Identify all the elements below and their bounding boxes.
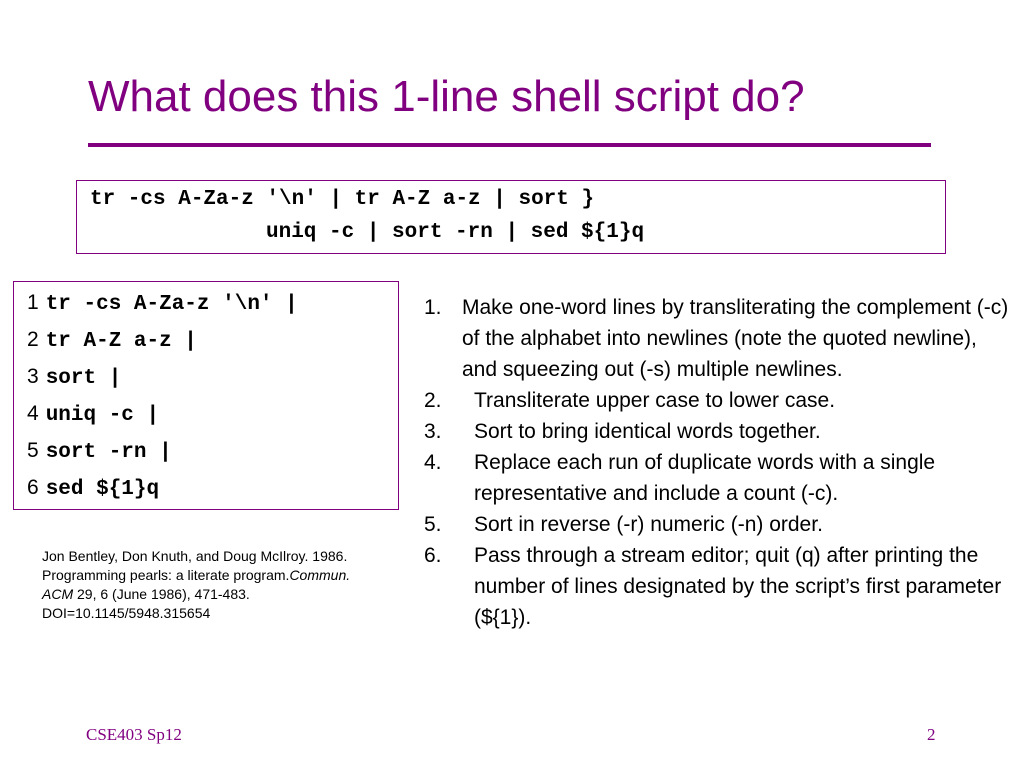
list-item-text: Transliterate upper case to lower case.: [474, 389, 836, 412]
step-number: 1: [27, 291, 39, 314]
list-item: [424, 540, 1014, 633]
footer-course-label: CSE403 Sp12: [86, 725, 182, 744]
list-item-text: Make one-word lines by transliterating the complement (-c) of the alphabet into newlines (note the quoted newline), and squeezing out (-s) multiple newlines.: [462, 296, 1009, 381]
list-item: [424, 416, 1014, 447]
step-number: 4: [27, 402, 39, 425]
title-divider: [88, 143, 931, 147]
list-item: [424, 447, 1014, 509]
pipeline-step: [27, 476, 159, 513]
citation-text: Jon Bentley, Don Knuth, and Doug McIlroy. 1986. Programming pearls: a literate program.: [42, 548, 348, 583]
step-command: uniq -c |: [45, 404, 160, 427]
pipeline-step: [27, 328, 197, 365]
step-command: tr -cs A-Za-z '\n' |: [45, 293, 298, 316]
pipeline-step: [27, 365, 121, 402]
list-item-number: 1.: [424, 296, 442, 319]
step-command: sort -rn |: [45, 441, 172, 464]
explanation-list: [424, 292, 1014, 633]
step-number: 2: [27, 328, 39, 351]
list-item-number: 3.: [424, 420, 442, 443]
list-item-number: 6.: [424, 544, 442, 567]
list-item-text: Replace each run of duplicate words with a single representative and include a count (-c).: [474, 451, 936, 505]
slide-title: What does this 1-line shell script do?: [88, 72, 805, 121]
code-line-2: uniq -c | sort -rn | sed ${1}q: [266, 221, 645, 244]
step-number: 6: [27, 476, 39, 499]
step-number: 5: [27, 439, 39, 462]
step-command: tr A-Z a-z |: [45, 330, 197, 353]
pipeline-step: [27, 439, 172, 476]
list-item-number: 5.: [424, 513, 442, 536]
list-item: [424, 509, 1014, 540]
step-command: sort |: [45, 367, 122, 390]
list-item-number: 2.: [424, 389, 442, 412]
list-item-number: 4.: [424, 451, 442, 474]
list-item: [424, 385, 1014, 416]
citation: [42, 547, 382, 623]
list-item-text: Pass through a stream editor; quit (q) after printing the number of lines designated by the script’s first parameter (${1}).: [474, 544, 1002, 629]
step-command: sed ${1}q: [45, 478, 160, 501]
code-line-1: tr -cs A-Za-z '\n' | tr A-Z a-z | sort }: [90, 188, 595, 211]
slide-number: 2: [927, 725, 936, 744]
list-item-text: Sort to bring identical words together.: [474, 420, 821, 443]
code-box: [76, 180, 946, 254]
citation-journal: Commun. ACM: [42, 567, 351, 602]
step-number: 3: [27, 365, 39, 388]
citation-details: 29, 6 (June 1986), 471-483. DOI=10.1145/5948.315654: [42, 586, 250, 621]
pipeline-step: [27, 402, 159, 439]
list-item-text: Sort in reverse (-r) numeric (-n) order.: [474, 513, 823, 536]
pipeline-step: [27, 291, 298, 328]
pipeline-steps-box: [13, 281, 399, 510]
list-item: [424, 292, 1014, 385]
